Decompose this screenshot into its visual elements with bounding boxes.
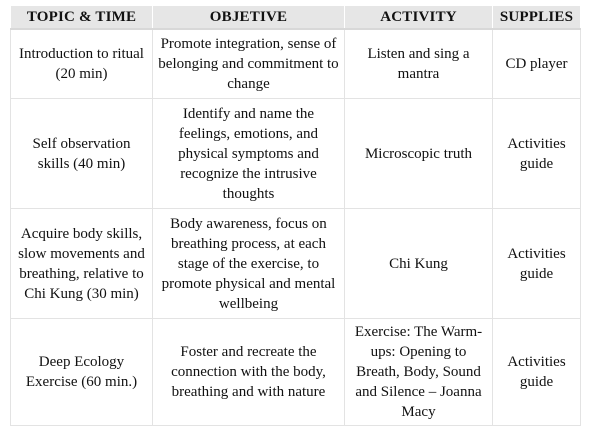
table-row — [11, 99, 581, 209]
cell-activity: Listen and sing a mantra — [345, 29, 493, 99]
cell-supplies: Activities guide — [493, 319, 581, 426]
cell-topic: Deep Ecology Exercise (60 min.) — [11, 319, 153, 426]
table-row — [11, 209, 581, 319]
cell-topic: Acquire body skills, slow movements and breathing, relative to Chi Kung (30 min) — [11, 209, 153, 319]
cell-supplies: CD player — [493, 29, 581, 99]
cell-activity: Exercise: The Warm-ups: Opening to Breath, Body, Sound and Silence – Joanna Macy — [345, 319, 493, 426]
program-table-container — [10, 6, 580, 426]
table-row — [11, 29, 581, 99]
header-row — [11, 6, 581, 29]
header-activity: ACTIVITY — [345, 6, 493, 29]
header-supplies: SUPPLIES — [493, 6, 581, 29]
cell-objective: Foster and recreate the connection with the body, breathing and with nature — [153, 319, 345, 426]
cell-activity: Chi Kung — [345, 209, 493, 319]
cell-objective: Body awareness, focus on breathing process, at each stage of the exercise, to promote physical and mental wellbeing — [153, 209, 345, 319]
cell-activity: Microscopic truth — [345, 99, 493, 209]
cell-supplies: Activities guide — [493, 99, 581, 209]
cell-objective: Promote integration, sense of belonging and commitment to change — [153, 29, 345, 99]
table-row — [11, 319, 581, 426]
header-objective: OBJETIVE — [153, 6, 345, 29]
cell-supplies: Activities guide — [493, 209, 581, 319]
cell-objective: Identify and name the feelings, emotions, and physical symptoms and recognize the intrusive thoughts — [153, 99, 345, 209]
header-topic-time: TOPIC & TIME — [11, 6, 153, 29]
cell-topic: Introduction to ritual (20 min) — [11, 29, 153, 99]
cell-topic: Self observation skills (40 min) — [11, 99, 153, 209]
program-table — [10, 6, 581, 426]
